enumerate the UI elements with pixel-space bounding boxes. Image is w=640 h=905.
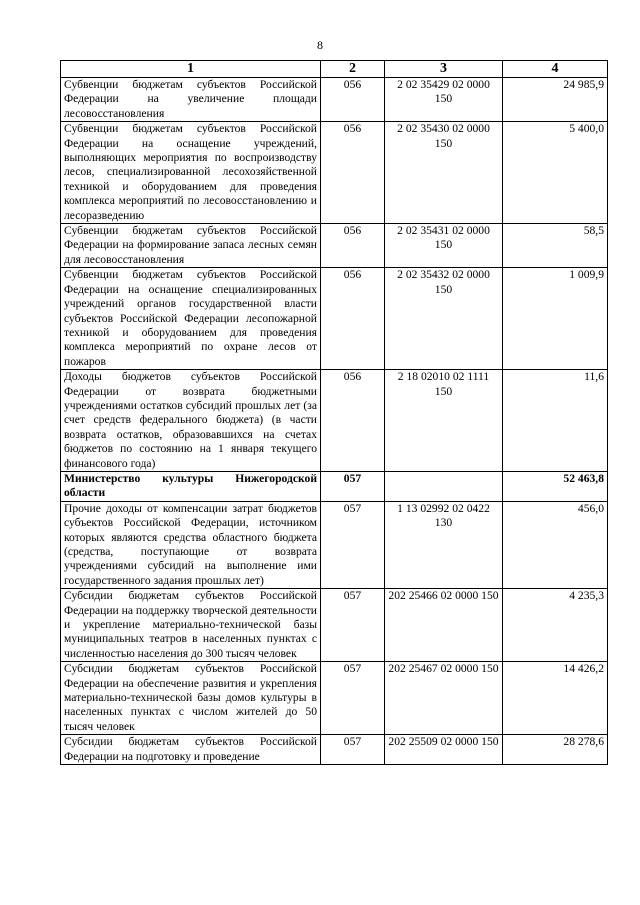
header-col-1: 1 xyxy=(61,61,321,78)
table-row xyxy=(61,78,608,122)
row-admin-code: 057 xyxy=(321,501,385,588)
table-row-ministry xyxy=(61,471,608,501)
row-amount: 28 278,6 xyxy=(503,735,608,765)
row-description: Субсидии бюджетам субъектов Российской Федерации на обеспечение развития и укрепления материально-технической базы домов культуры в населенных пунктах с числом жителей до 50 тысяч человек xyxy=(61,662,321,735)
table-row xyxy=(61,268,608,370)
table-row xyxy=(61,501,608,588)
row-admin-code: 056 xyxy=(321,78,385,122)
row-kbk-code: 202 25466 02 0000 150 xyxy=(385,589,503,662)
table-row xyxy=(61,224,608,268)
row-description: Субвенции бюджетам субъектов Российской Федерации на оснащение специализированных учреждений органов государственной власти субъектов Российской Федерации лесопожарной техникой и оборудованием для проведения комплекса мероприятий по охране лесов от пожаров xyxy=(61,268,321,370)
header-col-4: 4 xyxy=(503,61,608,78)
row-admin-code: 057 xyxy=(321,735,385,765)
row-amount: 11,6 xyxy=(503,370,608,472)
row-description: Прочие доходы от компенсации затрат бюджетов субъектов Российской Федерации, источником которых являются средства областного бюджета (средства, поступающие от возврата учреждениями субсидий на выполнение ими государственного задания прошлых лет) xyxy=(61,501,321,588)
row-description: Субвенции бюджетам субъектов Российской Федерации на формирование запаса лесных семян для лесовосстановления xyxy=(61,224,321,268)
row-description: Субсидии бюджетам субъектов Российской Федерации на подготовку и проведение xyxy=(61,735,321,765)
row-description: Министерство культуры Нижегородской области xyxy=(61,471,321,501)
row-kbk-code: 202 25509 02 0000 150 xyxy=(385,735,503,765)
row-admin-code: 056 xyxy=(321,370,385,472)
row-kbk-code: 202 25467 02 0000 150 xyxy=(385,662,503,735)
table-row xyxy=(61,662,608,735)
row-description: Доходы бюджетов субъектов Российской Федерации от возврата бюджетными учреждениями остатков субсидий прошлых лет (за счет средств федерального бюджета) (в части возврата остатков, образовавшихся на счетах бюджетов по состоянию на 1 января текущего финансового года) xyxy=(61,370,321,472)
row-admin-code: 056 xyxy=(321,224,385,268)
table-header-row xyxy=(61,61,608,78)
row-kbk-code xyxy=(385,471,503,501)
row-amount: 4 235,3 xyxy=(503,589,608,662)
row-amount: 24 985,9 xyxy=(503,78,608,122)
row-description: Субвенции бюджетам субъектов Российской Федерации на увеличение площади лесовосстановления xyxy=(61,78,321,122)
table-row xyxy=(61,122,608,224)
row-description: Субсидии бюджетам субъектов Российской Федерации на поддержку творческой деятельности и укрепление материально-технической базы муниципальных театров в населенных пунктах с численностью населения до 300 тысяч человек xyxy=(61,589,321,662)
table-row xyxy=(61,589,608,662)
row-admin-code: 057 xyxy=(321,471,385,501)
table-row xyxy=(61,735,608,765)
row-admin-code: 057 xyxy=(321,589,385,662)
row-admin-code: 056 xyxy=(321,122,385,224)
row-amount: 52 463,8 xyxy=(503,471,608,501)
header-col-3: 3 xyxy=(385,61,503,78)
row-kbk-code: 2 18 02010 02 1111 150 xyxy=(385,370,503,472)
row-amount: 14 426,2 xyxy=(503,662,608,735)
page-number: 8 xyxy=(317,38,323,52)
row-admin-code: 057 xyxy=(321,662,385,735)
row-kbk-code: 2 02 35430 02 0000 150 xyxy=(385,122,503,224)
table-row xyxy=(61,370,608,472)
row-kbk-code: 2 02 35431 02 0000 150 xyxy=(385,224,503,268)
row-description: Субвенции бюджетам субъектов Российской Федерации на оснащение учреждений, выполняющих мероприятия по воспроизводству лесов, специализированной лесохозяйственной техникой и оборудованием для проведения комплекса мероприятий по лесовосстановлению и лесоразведению xyxy=(61,122,321,224)
row-kbk-code: 2 02 35429 02 0000 150 xyxy=(385,78,503,122)
header-col-2: 2 xyxy=(321,61,385,78)
row-amount: 58,5 xyxy=(503,224,608,268)
row-amount: 456,0 xyxy=(503,501,608,588)
row-amount: 1 009,9 xyxy=(503,268,608,370)
row-amount: 5 400,0 xyxy=(503,122,608,224)
row-kbk-code: 2 02 35432 02 0000 150 xyxy=(385,268,503,370)
row-kbk-code: 1 13 02992 02 0422 130 xyxy=(385,501,503,588)
row-admin-code: 056 xyxy=(321,268,385,370)
revenue-table xyxy=(60,60,608,765)
